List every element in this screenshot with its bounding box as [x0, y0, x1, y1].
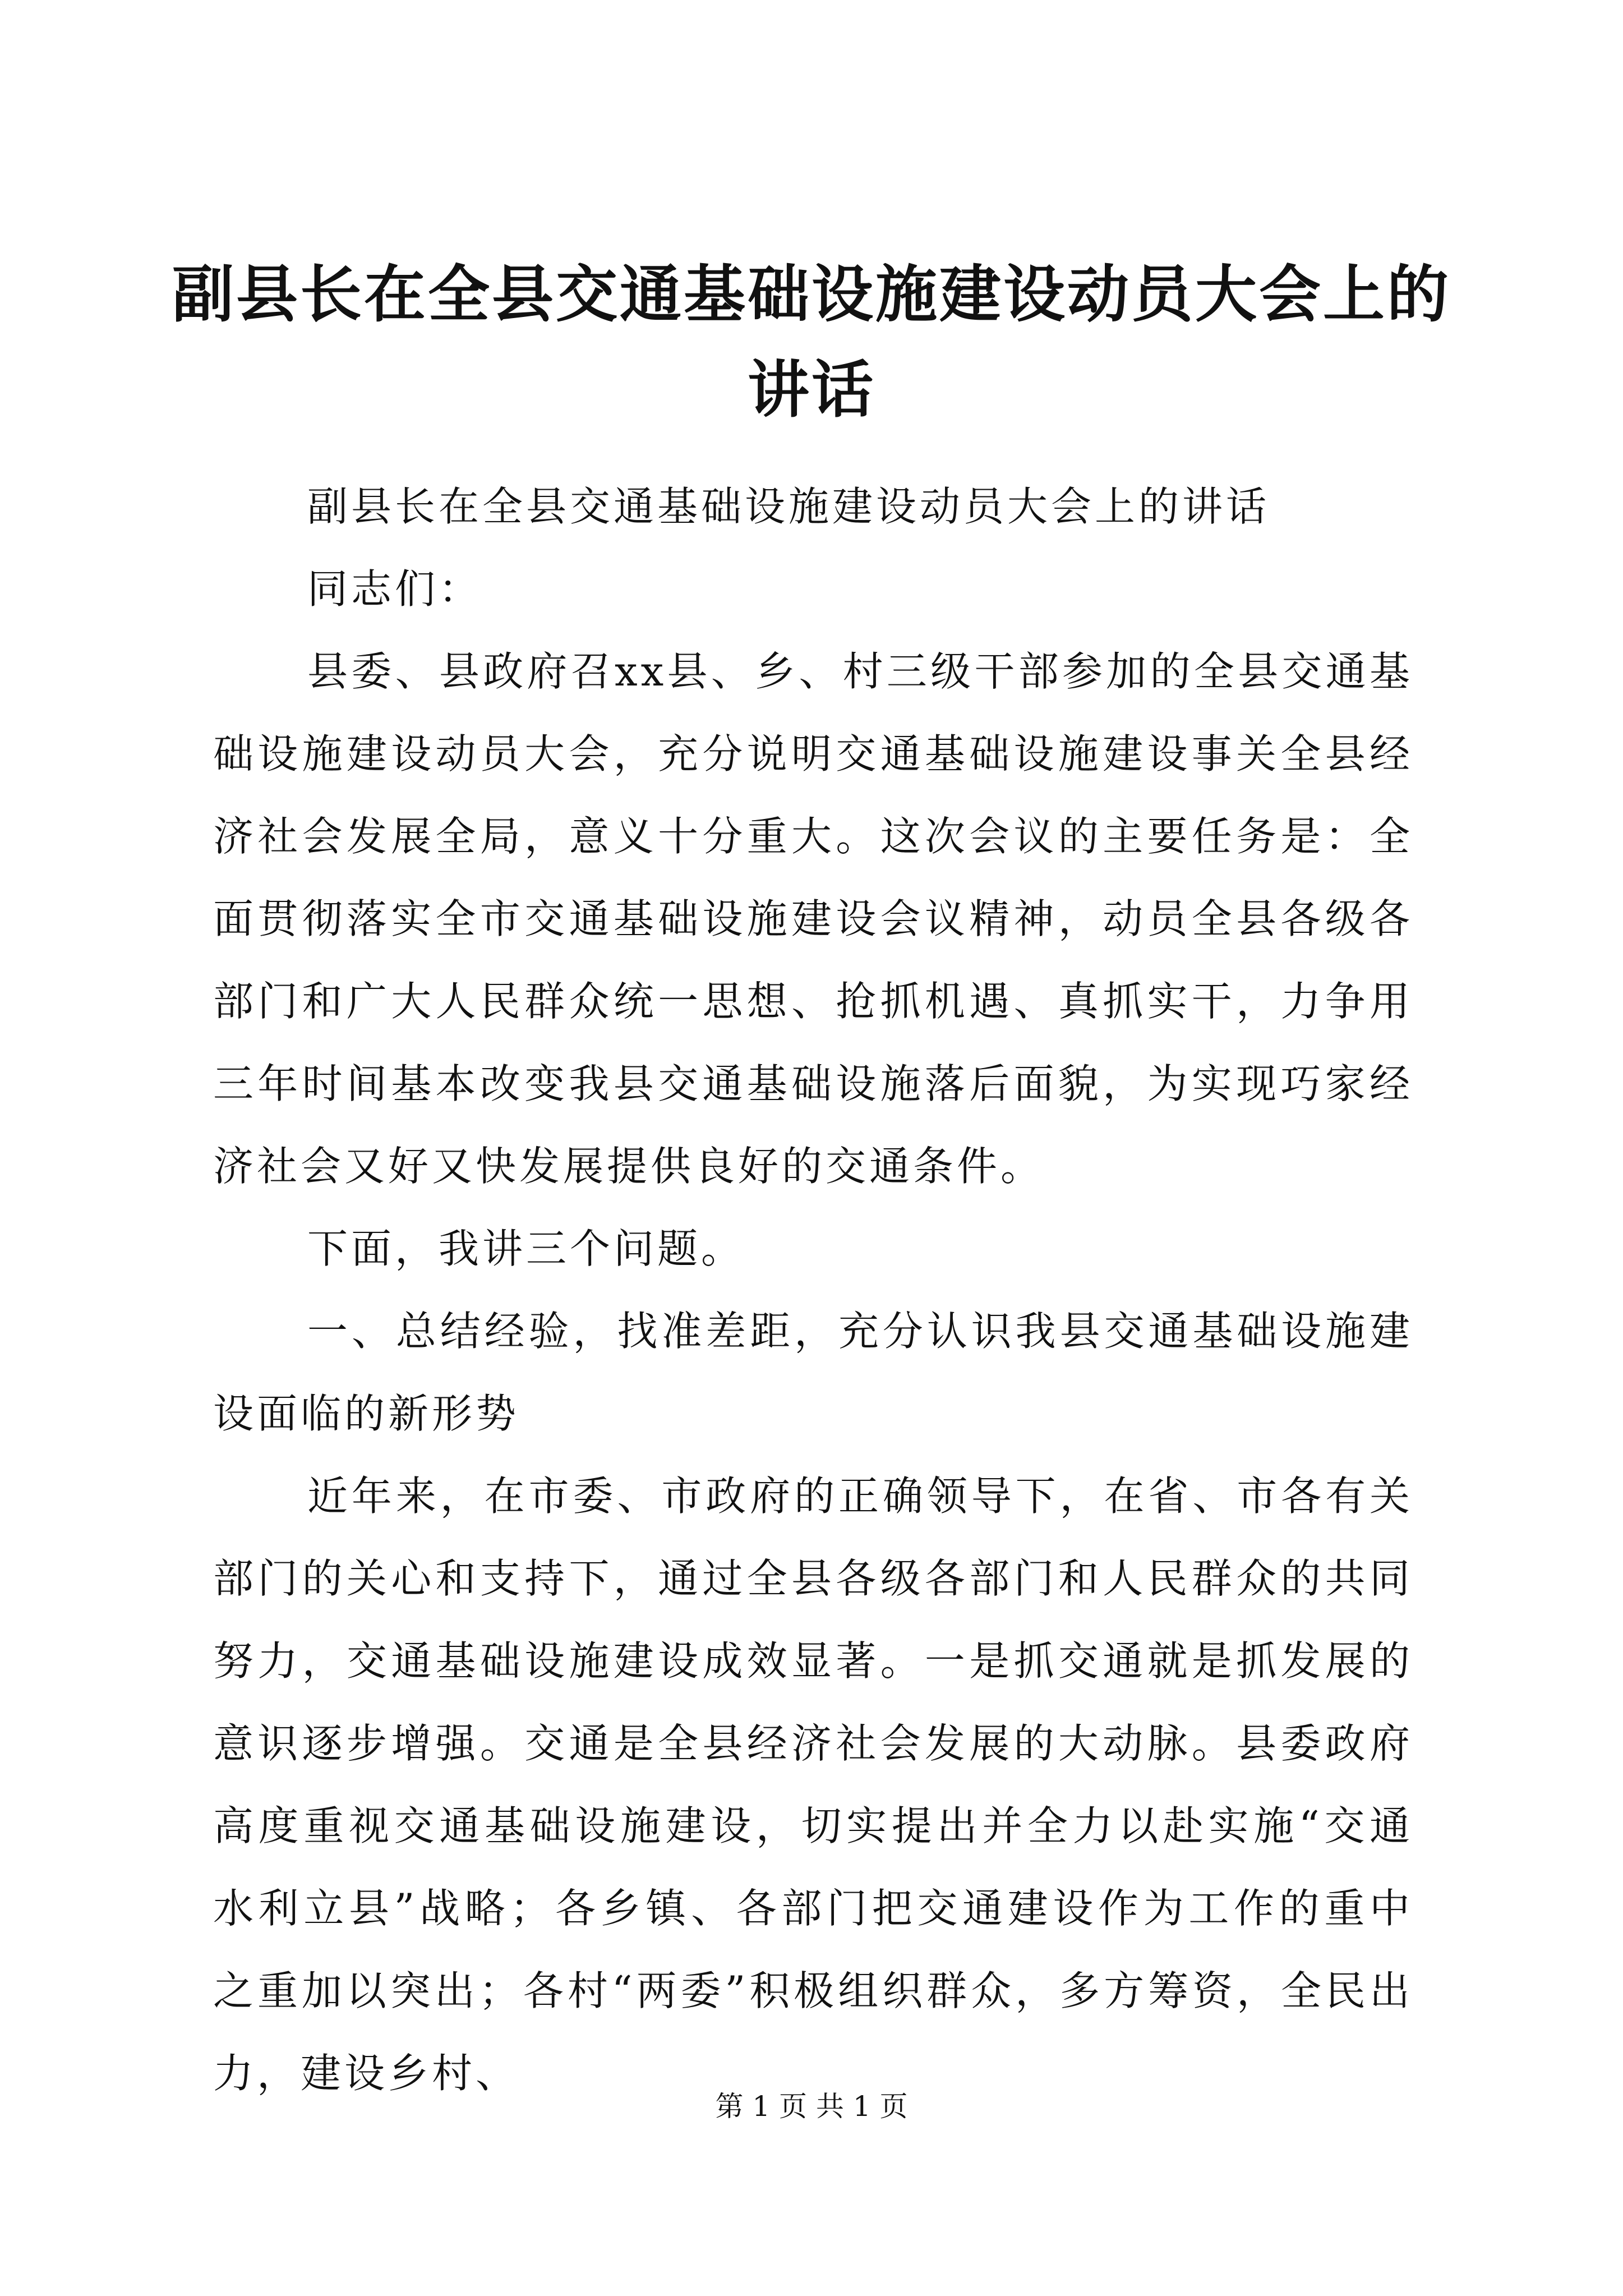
paragraph-salutation: 同志们：	[307, 565, 483, 613]
document-body	[213, 466, 1413, 2115]
document-title: 副县长在全县交通基础设施建设动员大会上的讲话	[172, 258, 1451, 426]
page-footer: 第 1 页 共 1 页	[715, 2090, 908, 2123]
section-heading-1: 一、总结经验，找准差距，充分认识我县交通基础设施建设面临的新形势	[213, 1308, 1413, 1437]
paragraph-subtitle: 副县长在全县交通基础设施建设动员大会上的讲话	[307, 483, 1270, 530]
paragraph-intro: 县委、县政府召xx县、乡、村三级干部参加的全县交通基础设施建设动员大会，充分说明交通基础设施建设事关全县经济社会发展全局，意义十分重大。这次会议的主要任务是：全面贯彻落实全市交通基础设施建设会议精神，动员全县各级各部门和广大人民群众统一思想、抢抓机遇、真抓实干，力争用三年时间基本改变我县交通基础设施落后面貌，为实现巧家经济社会又好又快发展提供良好的交通条件。	[213, 648, 1413, 1190]
paragraph-review: 近年来，在市委、市政府的正确领导下，在省、市各有关部门的关心和支持下，通过全县各级各部门和人民群众的共同努力，交通基础设施建设成效显著。一是抓交通就是抓发展的意识逐步增强。交通是全县经济社会发展的大动脉。县委政府高度重视交通基础设施建设，切实提出并全力以赴实施“交通水利立县”战略；各乡镇、各部门把交通建设作为工作的重中之重加以突出；各村“两委”积极组织群众，多方筹资，全民出力，建设乡村、	[213, 1473, 1413, 2097]
paragraph-outline: 下面，我讲三个问题。	[307, 1225, 745, 1272]
